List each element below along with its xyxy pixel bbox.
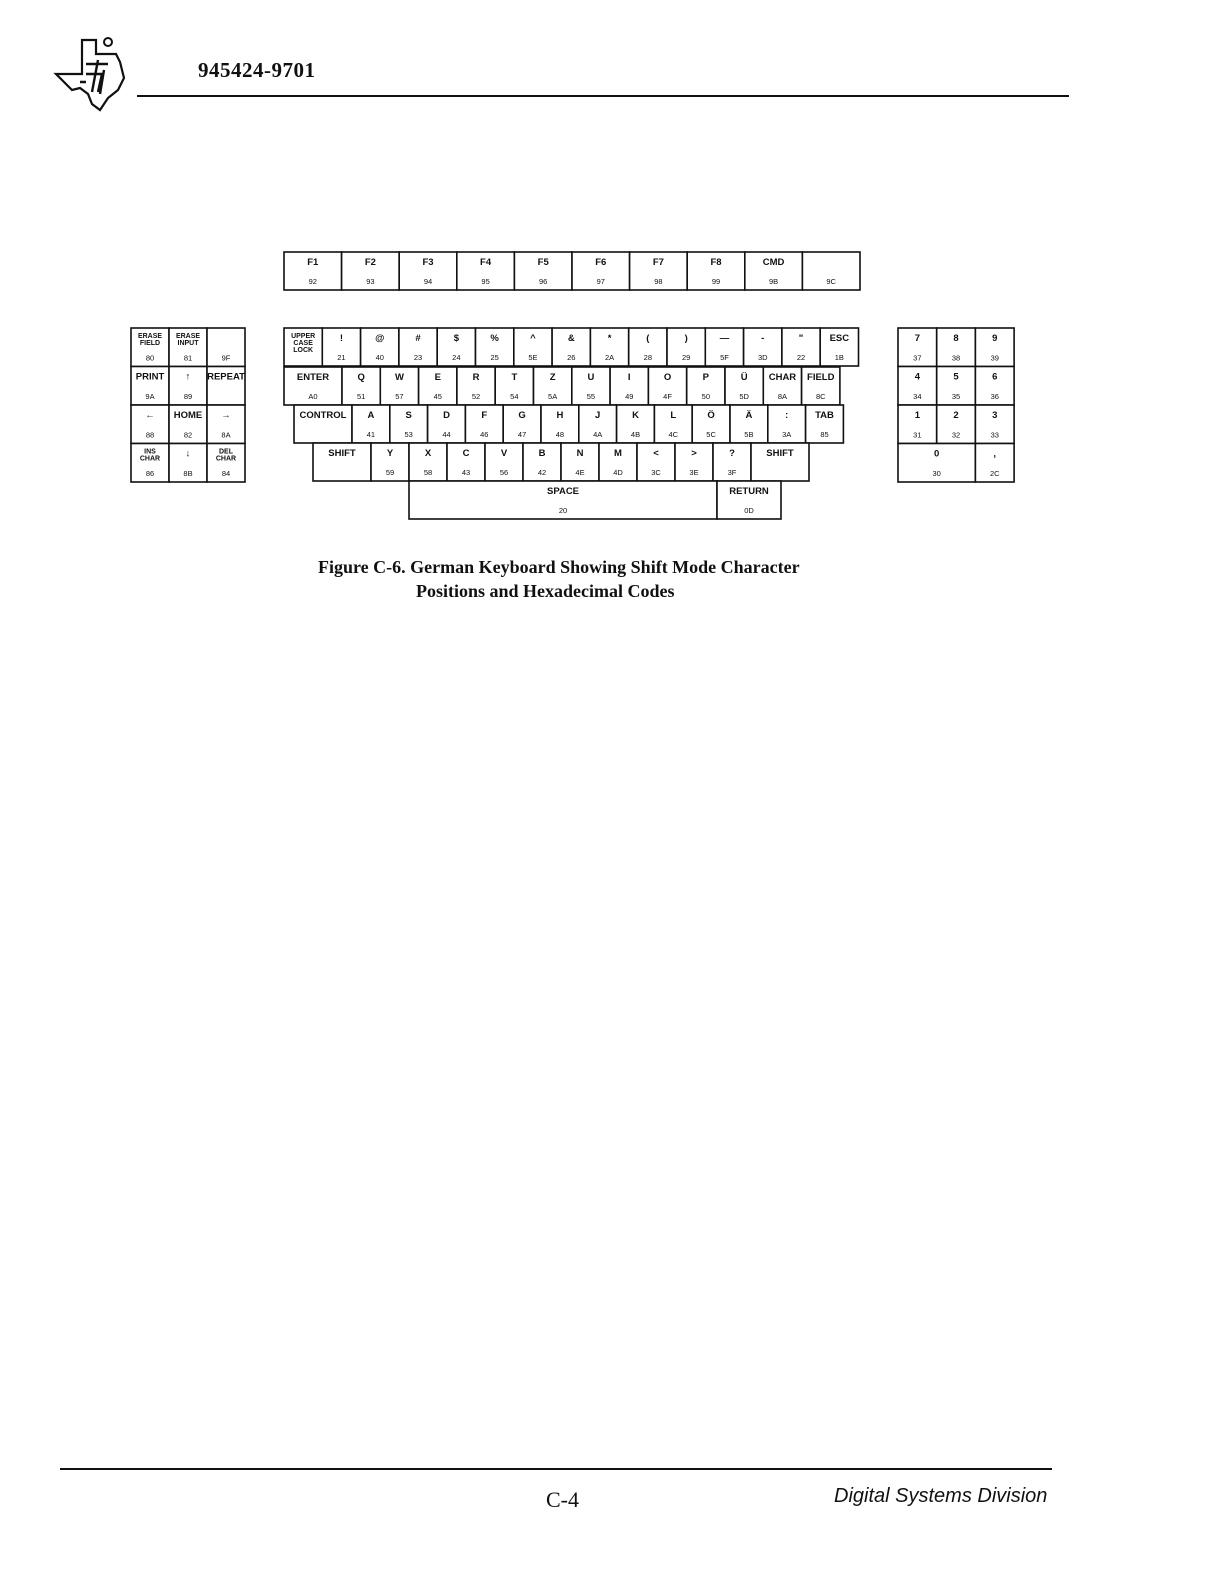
row1-key-label: &	[567, 333, 575, 344]
row2-key-label: Z	[549, 372, 556, 383]
function-key-code: 94	[423, 277, 433, 286]
function-key	[802, 252, 860, 290]
num-pad-key-label: 5	[953, 371, 959, 383]
row1-key	[399, 328, 437, 366]
row4-key-label: >	[691, 448, 697, 459]
row1-key-code: 26	[567, 353, 576, 362]
row1-key	[552, 328, 590, 366]
num-pad-key-label: 3	[992, 410, 998, 421]
row4-key-code: 59	[385, 468, 395, 477]
row2-key-label: I	[627, 372, 631, 383]
num-pad-key-label: 6	[992, 371, 998, 383]
row3-key-code: 3A	[782, 430, 792, 439]
left-pad-key	[207, 367, 245, 406]
row1-key-code: 1B	[834, 353, 844, 362]
left-pad-key	[169, 367, 207, 406]
left-pad-key-label: ←	[145, 410, 155, 421]
row4-key-code: 42	[537, 468, 547, 477]
row2-key-label: E	[434, 372, 441, 383]
row2-key-label: FIELD	[807, 372, 835, 383]
left-pad-key-code: 80	[145, 353, 155, 363]
left-pad-key	[169, 444, 207, 483]
function-key	[342, 252, 400, 290]
row2-key	[648, 367, 686, 405]
row3-key-code: 47	[517, 430, 527, 439]
left-pad-key-code: 9F	[221, 353, 231, 363]
row1-key-label: —	[719, 333, 730, 344]
row3-key-code: 4A	[593, 430, 603, 439]
row2-key	[342, 367, 380, 405]
function-key-code: 99	[711, 277, 721, 286]
row4-key-label: M	[614, 448, 622, 459]
num-pad-key	[975, 405, 1014, 444]
row3-key-code: 5B	[744, 430, 754, 439]
num-pad-key-label: 2	[953, 410, 959, 421]
function-key	[399, 252, 457, 290]
num-pad-key-code: 30	[932, 469, 941, 478]
row4-key-code: 4D	[613, 468, 623, 477]
function-key-label: F2	[364, 257, 376, 268]
row3-key-label: :	[785, 410, 789, 421]
row4-key	[561, 443, 599, 481]
row1-key	[284, 328, 322, 366]
row2-key	[534, 367, 572, 405]
row1-key-label: LOCK	[293, 347, 314, 354]
space-key	[409, 481, 717, 519]
num-pad-key-label: 0	[934, 448, 940, 460]
num-pad-key-code: 34	[913, 392, 922, 401]
function-key-code: 97	[596, 277, 605, 286]
row4-key-label: N	[576, 448, 584, 459]
row2-key-label: T	[511, 372, 518, 383]
figure-caption	[318, 555, 800, 603]
left-pad-key-label: DEL	[219, 448, 233, 456]
row1-key-label: %	[490, 333, 499, 344]
row1-key-code: 28	[643, 353, 653, 362]
num-pad-key-label: 9	[992, 333, 998, 344]
row2-key-code: 54	[510, 392, 519, 401]
document-number: 945424-9701	[198, 58, 316, 82]
num-pad-key-code: 37	[913, 353, 922, 363]
num-pad-key-code: 33	[990, 430, 999, 440]
num-pad-key	[975, 328, 1014, 367]
row4-key	[523, 443, 561, 481]
left-pad-key	[131, 367, 169, 406]
row3-key-label: A	[367, 410, 375, 421]
row3-key-label: Ä	[745, 410, 753, 421]
num-pad-key-label: ,	[993, 448, 997, 460]
row4-key-code: 3C	[651, 468, 661, 477]
row4-key	[675, 443, 713, 481]
left-pad-key-code: 82	[183, 430, 193, 440]
row2-key-code: 8A	[777, 392, 788, 401]
row4-key-label: X	[424, 448, 432, 459]
row1-key-code: 25	[490, 353, 499, 362]
function-key-label: F7	[652, 257, 664, 268]
row1-key-code: 21	[337, 353, 346, 362]
row3-key-label: S	[405, 410, 412, 421]
left-pad-key-label: →	[221, 410, 231, 421]
function-key-code: 93	[366, 277, 375, 286]
num-pad-key	[937, 328, 976, 367]
row4-key-code: 43	[461, 468, 471, 477]
row4-key	[447, 443, 485, 481]
row4-key	[751, 443, 809, 481]
left-pad-key-code: 9A	[145, 392, 155, 401]
row4-key-code: 58	[423, 468, 433, 477]
row3-key-label: CONTROL	[299, 410, 347, 421]
function-key-label: CMD	[762, 257, 785, 268]
row4-key-label: SHIFT	[328, 448, 356, 459]
num-pad-key-code: 35	[951, 392, 961, 401]
row1-key-label: )	[684, 333, 688, 344]
row2-key	[380, 367, 418, 405]
row1-key	[322, 328, 360, 366]
row3-key-code: 44	[442, 430, 451, 439]
row4-key-code: 3E	[689, 468, 699, 477]
num-pad-key-code: 2C	[989, 469, 1000, 478]
row2-key-code: 49	[625, 392, 634, 401]
caption-line-1: Figure C-6. German Keyboard Showing Shift Mode Character	[318, 557, 800, 577]
row2-key-label: Ü	[740, 372, 748, 383]
row3-key-code: 41	[366, 430, 376, 439]
row2-key	[284, 367, 342, 405]
row3-key-code: 53	[404, 430, 413, 439]
row2-key	[687, 367, 725, 405]
left-pad-key	[131, 405, 169, 444]
function-key-code: 9B	[769, 277, 779, 286]
row4-key	[485, 443, 523, 481]
row1-key	[514, 328, 552, 366]
left-pad-key	[207, 405, 245, 444]
num-pad-key	[898, 367, 937, 406]
row1-key-code: 24	[452, 353, 461, 362]
left-pad-key-label: ERASE	[137, 333, 163, 340]
row3-key-code: 4B	[630, 430, 641, 439]
num-pad-key-label: 7	[914, 333, 920, 344]
left-pad-key-label: ERASE	[175, 333, 201, 340]
page-number: C-4	[546, 1487, 579, 1512]
left-pad-key-label: CHAR	[215, 455, 237, 463]
row2-key	[763, 367, 801, 405]
row3-key	[692, 405, 730, 443]
function-key-label: F6	[595, 257, 607, 268]
row3-key-code: 48	[555, 430, 565, 439]
left-pad-key	[131, 328, 169, 367]
row2-key-label: Q	[357, 372, 365, 383]
row4-key-code: 56	[499, 468, 509, 477]
row1-key	[361, 328, 399, 366]
row4-key	[713, 443, 751, 481]
row2-key	[572, 367, 610, 405]
num-pad-key-label: 4	[914, 371, 920, 383]
row1-key-code: 5E	[528, 353, 538, 362]
row1-key-label: #	[415, 333, 421, 344]
keyboard-diagram	[0, 0, 1224, 600]
function-key	[284, 252, 342, 290]
num-pad-key	[975, 367, 1014, 406]
footer-rule	[60, 1468, 1052, 1470]
row1-key	[590, 328, 628, 366]
row2-key-label: R	[472, 372, 480, 383]
left-pad-key	[207, 444, 245, 483]
row1-key-code: 5F	[720, 353, 729, 362]
row2-key-code: 57	[395, 392, 404, 401]
row1-key-code: 29	[681, 353, 691, 362]
num-pad-key-code: 36	[990, 392, 999, 401]
function-key	[457, 252, 515, 290]
row1-key-label: $	[453, 333, 459, 344]
num-pad-key	[898, 405, 937, 444]
function-key	[572, 252, 630, 290]
row1-key-label: CASE	[293, 340, 313, 347]
row1-key	[820, 328, 858, 366]
function-key	[630, 252, 688, 290]
return-key-code: 0D	[744, 506, 754, 515]
left-pad-key-code: 8B	[183, 469, 193, 478]
left-pad-key	[131, 444, 169, 483]
row3-key-label: H	[556, 410, 564, 421]
row1-key-label: UPPER	[291, 333, 316, 340]
row2-key-label: W	[394, 372, 404, 383]
row1-key-label: "	[798, 333, 804, 344]
row4-key-code: 4E	[575, 468, 585, 477]
left-pad-key-label: INS	[144, 448, 156, 456]
row2-key	[802, 367, 840, 405]
left-pad-key-code: 81	[183, 353, 193, 363]
function-key-label: F5	[537, 257, 549, 268]
function-key-code: 96	[539, 277, 548, 286]
row4-key	[313, 443, 371, 481]
row3-key	[428, 405, 466, 443]
left-pad-key-label: ↓	[185, 448, 191, 460]
function-key-code: 92	[308, 277, 317, 286]
row1-key	[476, 328, 514, 366]
row3-key	[579, 405, 617, 443]
row1-key-label: -	[761, 333, 765, 344]
row2-key-code: 5A	[548, 392, 558, 401]
row3-key-label: Ö	[707, 410, 715, 421]
row2-key-label: CHAR	[768, 372, 797, 383]
row3-key-code: 4C	[668, 430, 679, 439]
space-key-label: SPACE	[546, 486, 580, 497]
row4-key	[371, 443, 409, 481]
function-key-label: F1	[307, 257, 319, 268]
row1-key-code: 3D	[757, 353, 768, 362]
row1-key	[744, 328, 782, 366]
num-pad-key	[937, 367, 976, 406]
left-pad-key-label: FIELD	[139, 340, 161, 347]
num-pad-key-code: 32	[951, 430, 961, 440]
row1-key-code: 2A	[604, 353, 615, 362]
row3-key-label: K	[632, 410, 639, 421]
row1-key	[629, 328, 667, 366]
row1-key	[782, 328, 820, 366]
row4-key-label: C	[462, 448, 470, 459]
function-key-code: 98	[654, 277, 663, 286]
row3-key	[806, 405, 844, 443]
row2-key	[725, 367, 763, 405]
row1-key	[705, 328, 743, 366]
row1-key-code: 23	[413, 353, 423, 362]
num-pad-key	[898, 328, 937, 367]
num-pad-key	[975, 444, 1014, 483]
row2-key-code: A0	[308, 392, 318, 401]
function-key	[514, 252, 572, 290]
caption-line-2: Positions and Hexadecimal Codes	[416, 581, 675, 601]
row3-key-label: G	[518, 410, 526, 421]
row2-key-label: O	[663, 372, 672, 383]
row3-key-code: 85	[820, 430, 829, 439]
num-pad-key-label: 8	[953, 333, 959, 344]
row3-key	[352, 405, 390, 443]
row2-key	[419, 367, 457, 405]
division-name: Digital Systems Division	[834, 1485, 1048, 1507]
return-key-label: RETURN	[729, 486, 769, 497]
row4-key	[409, 443, 447, 481]
row4-key	[637, 443, 675, 481]
row2-key-label: U	[587, 372, 595, 383]
left-pad-key	[169, 328, 207, 367]
function-key-label: F8	[710, 257, 722, 268]
row3-key	[541, 405, 579, 443]
left-pad-key-code: 84	[221, 469, 231, 478]
left-pad-key-label: REPEAT	[207, 371, 245, 383]
row1-key-code: 22	[796, 353, 806, 362]
left-pad-key-code: 88	[145, 430, 155, 440]
row4-key-label: SHIFT	[766, 448, 794, 459]
num-pad-key	[898, 444, 975, 483]
num-pad-key	[937, 405, 976, 444]
row2-key-code: 8C	[815, 392, 826, 401]
row3-key	[768, 405, 806, 443]
row1-key-code: 40	[375, 353, 384, 362]
num-pad-key-code: 31	[913, 430, 922, 440]
row3-key-label: F	[481, 410, 488, 421]
row4-key-label: Y	[386, 448, 394, 459]
row2-key	[495, 367, 533, 405]
row3-key-code: 46	[480, 430, 489, 439]
row1-key-label: @	[375, 333, 385, 344]
row4-key	[599, 443, 637, 481]
left-pad-key-label: CHAR	[139, 455, 161, 463]
row3-key-label: D	[443, 410, 450, 421]
row4-key-label: B	[538, 448, 546, 459]
row2-key-code: 51	[356, 392, 366, 401]
row1-key-label: ^	[530, 333, 536, 344]
row3-key	[294, 405, 352, 443]
row4-key-label: V	[500, 448, 508, 459]
row1-key-label: !	[339, 333, 344, 344]
row1-key-label: (	[646, 333, 650, 344]
row1-key	[437, 328, 475, 366]
left-pad-key-label: INPUT	[177, 340, 199, 347]
row2-key-label: P	[702, 372, 710, 383]
row2-key-code: 55	[586, 392, 596, 401]
row3-key-code: 5C	[706, 430, 716, 439]
row1-key-label: *	[607, 333, 612, 344]
row3-key	[390, 405, 428, 443]
row4-key-label: ?	[729, 448, 735, 459]
row1-key-label: ESC	[829, 333, 850, 344]
row3-key-label: J	[595, 410, 601, 421]
num-pad-key-label: 1	[914, 410, 920, 421]
function-key-label: F4	[480, 257, 492, 268]
row3-key	[503, 405, 541, 443]
left-pad-key	[169, 405, 207, 444]
row4-key-label: <	[653, 448, 659, 459]
left-pad-key-label: HOME	[173, 410, 203, 421]
function-key-code: 95	[481, 277, 490, 286]
row3-key-label: TAB	[815, 410, 834, 421]
function-key-code: 9C	[826, 277, 836, 286]
row2-key-code: 50	[701, 392, 711, 401]
row2-key-code: 45	[433, 392, 442, 401]
left-pad-key-label: ↑	[185, 371, 191, 383]
row1-key	[667, 328, 705, 366]
left-pad-key	[207, 328, 245, 367]
left-pad-key-code: 89	[183, 392, 193, 401]
num-pad-key-code: 39	[990, 353, 999, 363]
row3-key	[617, 405, 655, 443]
row2-key	[610, 367, 648, 405]
row3-key-label: L	[670, 410, 677, 421]
row2-key-code: 5D	[739, 392, 749, 401]
row4-key-code: 3F	[727, 468, 737, 477]
row3-key	[465, 405, 503, 443]
row2-key-code: 4F	[663, 392, 672, 401]
function-key	[745, 252, 803, 290]
function-key	[687, 252, 745, 290]
return-key	[717, 481, 781, 519]
num-pad-key-code: 38	[951, 353, 961, 363]
row2-key	[457, 367, 495, 405]
space-key-code: 20	[558, 506, 568, 515]
row2-key-code: 52	[471, 392, 481, 401]
left-pad-key-label: PRINT	[135, 371, 165, 383]
left-pad-key-code: 8A	[221, 430, 231, 440]
function-key-label: F3	[422, 257, 434, 268]
left-pad-key-code: 86	[145, 469, 155, 478]
row2-key-label: ENTER	[296, 372, 330, 383]
row3-key	[654, 405, 692, 443]
row3-key	[730, 405, 768, 443]
